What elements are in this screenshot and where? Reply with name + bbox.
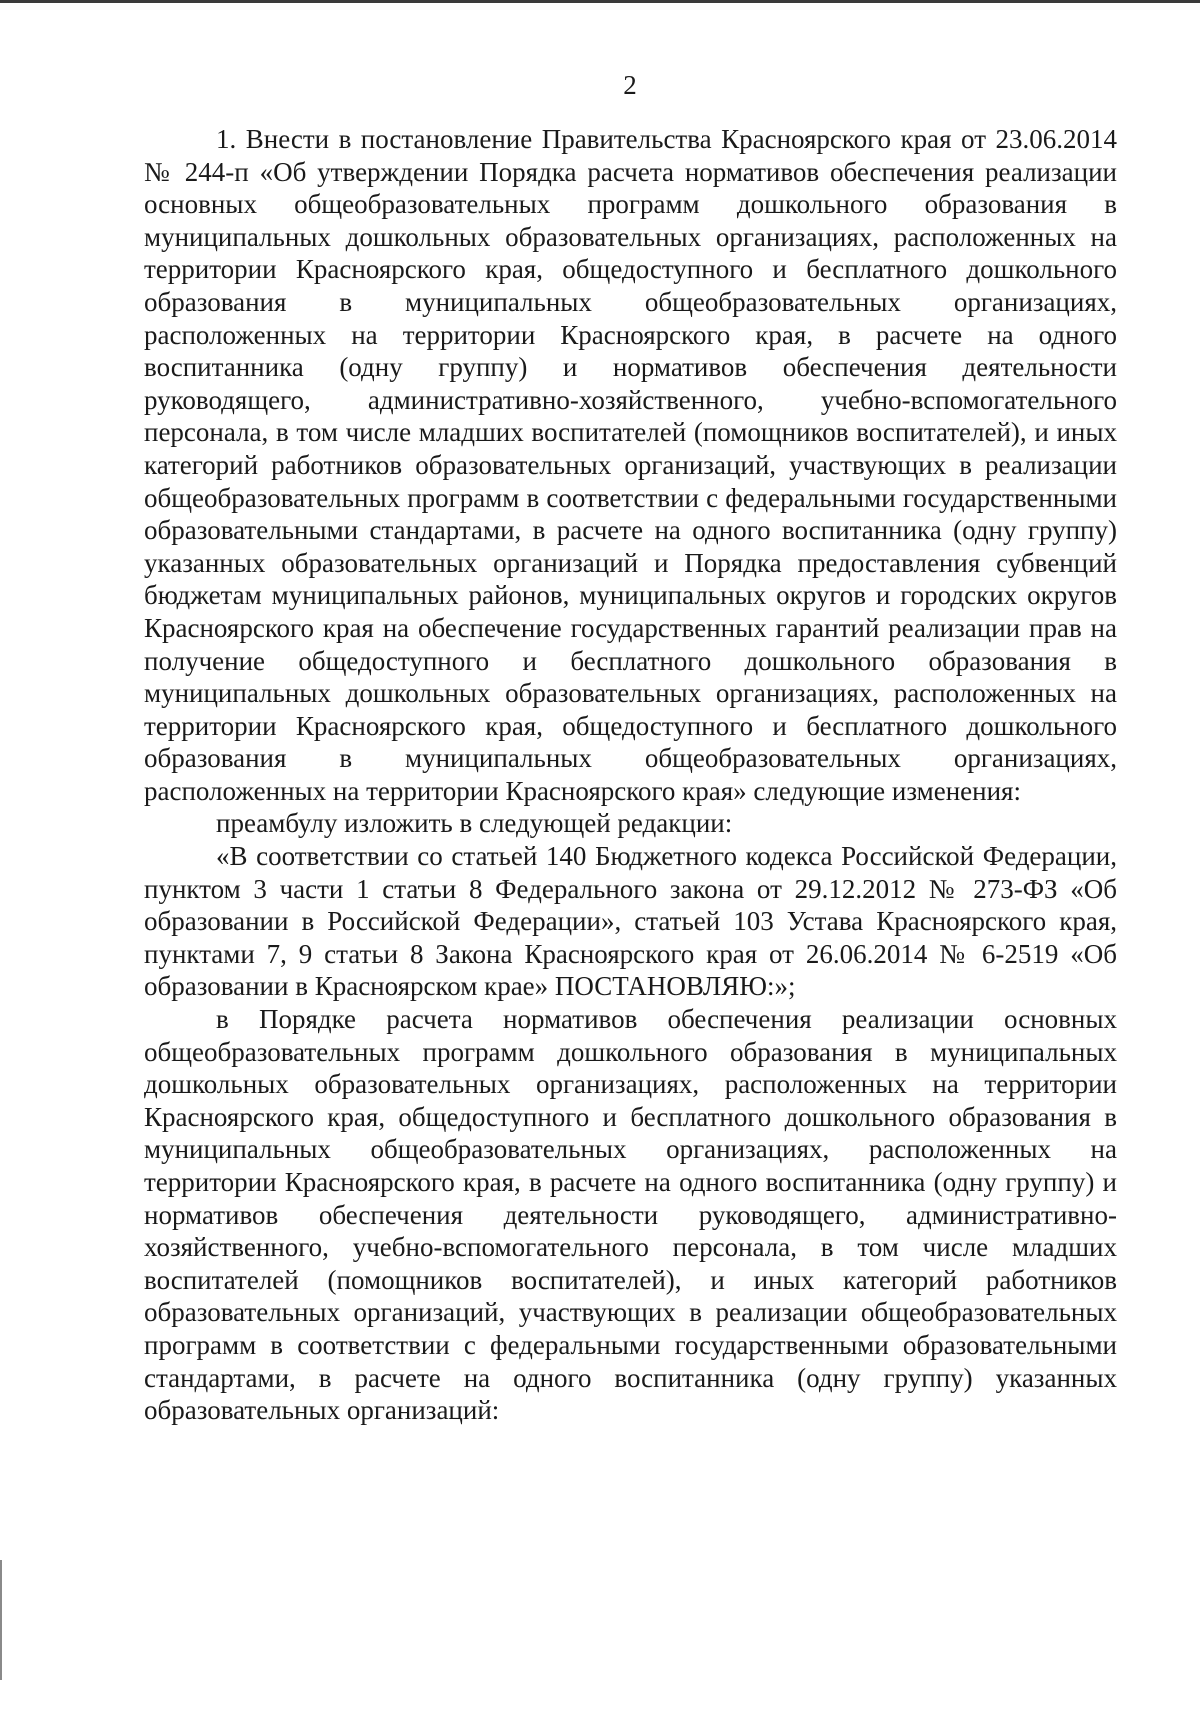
document-body (144, 123, 1117, 1427)
scan-edge-left (0, 1560, 2, 1680)
paragraph-preamble-text: «В соответствии со статьей 140 Бюджетного кодекса Российской Федерации, пунктом 3 части 1 статьи 8 Федерального закона от 29.12.2012 № 273-ФЗ «Об образовании в Российской Федерации», статьей 103 Устава Красноярского края, пунктами 7, 9 статьи 8 Закона Красноярского края от 26.06.2014 № 6-2519 «Об образовании в Красноярском крае» ПОСТАНОВЛЯЮ:»; (144, 841, 1117, 1002)
paragraph-preamble-instruction: преамбулу изложить в следующей редакции: (216, 808, 733, 839)
paragraph-amendment-intro: 1. Внести в постановление Правительства Красноярского края от 23.06.2014 № 244-п «Об утверждении Порядка расчета нормативов обеспечения реализации основных общеобразовательных программ дошкольного образования в муниципальных дошкольных образовательных организациях, расположенных на территории Красноярского края, общедоступного и бесплатного дошкольного образования в муниципальных общеобразовательных организациях, расположенных на территории Красноярского края, в расчете на одного воспитанника (одну группу) и нормативов обеспечения деятельности руководящего, административно-хозяйственного, учебно-вспомогательного персонала, в том числе младших воспитателей (помощников воспитателей), и иных категорий работников образовательных организаций, участвующих в реализации общеобразовательных программ в соответствии с федеральными государственными образовательными стандартами, в расчете на одного воспитанника (одну группу) указанных образовательных организаций и Порядка предоставления субвенций бюджетам муниципальных районов, муниципальных округов и городских округов Красноярского края на обеспечение государственных гарантий реализации прав на получение общедоступного и бесплатного дошкольного образования в муниципальных дошкольных образовательных организациях, расположенных на территории Красноярского края, общедоступного и бесплатного дошкольного образования в муниципальных общеобразовательных организациях, расположенных на территории Красноярского края» следующие изменения: (144, 124, 1117, 806)
scan-edge-top (0, 0, 1200, 3)
page-number: 2 (623, 70, 637, 100)
paragraph-procedure-changes: в Порядке расчета нормативов обеспечения реализации основных общеобразовательных программ дошкольного образования в муниципальных дошкольных образовательных организациях, расположенных на территории Красноярского края, общедоступного и бесплатного дошкольного образования в муниципальных общеобразовательных организациях, расположенных на территории Красноярского края, в расчете на одного воспитанника (одну группу) и нормативов обеспечения деятельности руководящего, административно-хозяйственного, учебно-вспомогательного персонала, в том числе младших воспитателей (помощников воспитателей), и иных категорий работников образовательных организаций, участвующих в реализации общеобразовательных программ в соответствии с федеральными государственными образовательными стандартами, в расчете на одного воспитанника (одну группу) указанных образовательных организаций: (144, 1004, 1117, 1426)
